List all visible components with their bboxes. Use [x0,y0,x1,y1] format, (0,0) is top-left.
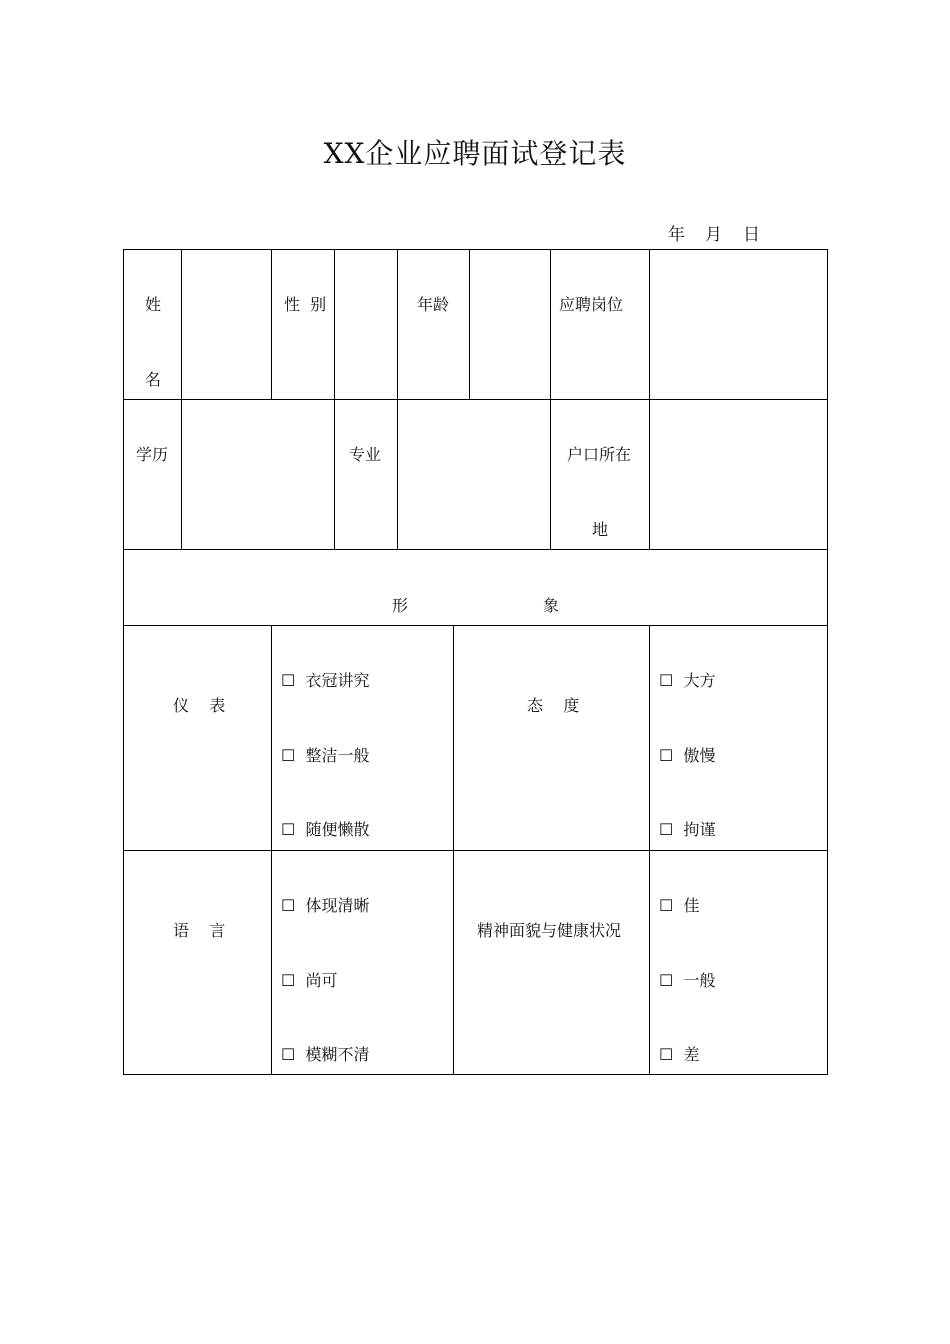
hukou-field[interactable] [650,400,827,549]
gender-field[interactable] [335,250,397,399]
health-option[interactable]: ☐ 差 [659,1045,700,1064]
education-label: 学历 [136,445,169,464]
date-year: 年 [668,225,685,245]
attitude-option[interactable]: ☐ 傲慢 [659,746,716,765]
major-label: 专业 [349,445,382,464]
section-heading-char-1: 形 [392,596,409,615]
appearance-option[interactable]: ☐ 整洁一般 [281,746,370,765]
appearance-option[interactable]: ☐ 衣冠讲究 [281,671,370,690]
hukou-label-bottom: 地 [592,520,609,539]
position-label: 应聘岗位 [559,295,624,314]
attitude-option[interactable]: ☐ 大方 [659,671,716,690]
section-heading-char-2: 象 [543,596,560,615]
name-label-bottom: 名 [145,370,162,389]
date-day: 日 [743,225,760,245]
page-title: XX企业应聘面试登记表 [323,137,627,170]
gender-label: 性 别 [284,295,327,314]
age-label: 年龄 [417,295,450,314]
appearance-option[interactable]: ☐ 随便懒散 [281,820,370,839]
education-field[interactable] [182,400,334,549]
health-label: 精神面貌与健康状况 [477,921,622,940]
date-month: 月 [705,225,722,245]
major-field[interactable] [398,400,550,549]
hukou-label-top: 户口所在 [567,445,632,464]
name-field[interactable] [182,250,271,399]
appearance-label: 仪 表 [173,696,226,715]
language-option[interactable]: ☐ 体现清晰 [281,896,370,915]
name-label-top: 姓 [145,295,162,314]
age-field[interactable] [470,250,550,399]
language-option[interactable]: ☐ 尚可 [281,971,338,990]
language-option[interactable]: ☐ 模糊不清 [281,1045,370,1064]
attitude-option[interactable]: ☐ 拘谨 [659,820,716,839]
language-label: 语 言 [173,921,226,940]
position-field[interactable] [650,250,827,399]
attitude-label: 态 度 [527,696,580,715]
health-option[interactable]: ☐ 一般 [659,971,716,990]
health-option[interactable]: ☐ 佳 [659,896,700,915]
